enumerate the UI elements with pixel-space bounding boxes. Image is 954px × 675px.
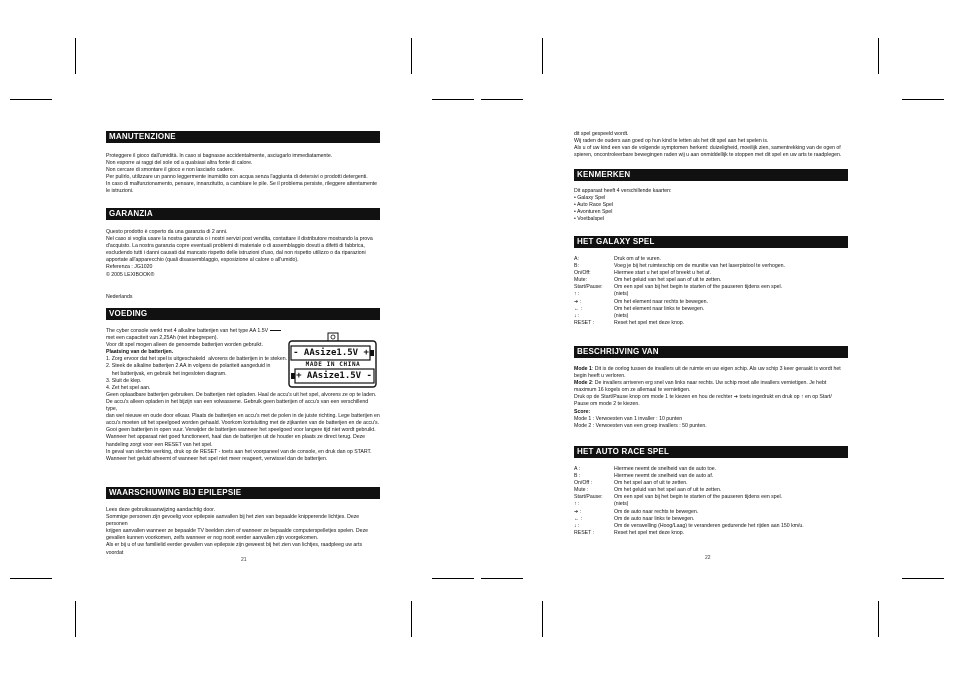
battery-diagram — [288, 332, 377, 388]
beschrijving-body — [574, 366, 848, 430]
text-line: De accu's alleen opladen in het bijzijn van een volwassene. Gebruik geen batterijen of accu's van een verschillend type, — [106, 398, 370, 413]
section-garanzia — [106, 208, 380, 220]
control-row: ← : Om de auto naar links te bewegen. — [574, 515, 695, 522]
control-row: B : Hiermee neemt de snelheid van de auto af. — [574, 473, 714, 480]
text-line: Questo prodotto è coperto da una garanzia di 2 anni. — [106, 229, 228, 235]
text-line: le istruzioni. — [106, 188, 134, 195]
text-line: accu's moeten uit het speelgoed worden gehaald. Voorkom kortsluiting met de zijkanten van de batterijen en de accu's. — [106, 420, 380, 427]
text-line: het batterijvak, en gebruik het ingesloten diagram. — [106, 370, 227, 377]
section-epilepsie — [106, 487, 380, 499]
text-line: © 2005 LEXIBOOK® — [106, 271, 155, 278]
control-row: ➔ : Om het element naar rechts te bewegen. — [574, 298, 709, 305]
text-line: Mode 2 : Verwoesten van een groep invallers : 50 punten. — [574, 422, 707, 429]
text-line: dit spel gespeeld wordt. — [574, 131, 629, 137]
subheading: Score: — [574, 408, 591, 415]
text-line: krijgen aanvallen wanneer ze bepaalde TV beelden zien of wanneer ze bepaalde computerspelletjes spelen. Deze — [106, 528, 369, 535]
section-header: HET AUTO RACE SPEL — [574, 446, 848, 458]
text-line: maximum 16 kogels om ze allemaal te vernietigen. — [574, 387, 691, 394]
crop-mark — [542, 601, 543, 637]
control-row: ↓ : (niets) — [574, 312, 629, 319]
crop-mark — [75, 38, 76, 74]
crop-mark — [481, 99, 523, 100]
text-line: Mode 2: De invallers arriveren erg snel van links naar rechts. Uw schip moet alle invallers vernietigen. Je hebt — [574, 380, 827, 387]
section-voeding — [106, 308, 380, 320]
crop-mark — [411, 601, 412, 637]
text-line: Non cercare di smontare il gioco e non lasciarlo cadere. — [106, 167, 235, 174]
galaxy-controls — [574, 256, 848, 327]
crop-mark — [10, 578, 52, 579]
control-row: Mute : Om het geluid van het spel aan of uit te zetten. — [574, 487, 722, 494]
epilepsie-body — [106, 507, 380, 557]
text-line: Mode 1: Dit is de oorlog tussen de invallers uit de ruimte en uw eigen schip. Als uw schip 3 keer geraakt is wordt het — [574, 366, 841, 372]
text-line: escludendo tutti i danni causati dal mancato rispetto delle istruzioni d'uso, dal non rispetto utilizzo o da riparazioni — [106, 250, 366, 257]
text-line: Druk op de Start/Pause knop om mode 1 te kiezen en hou de rechter ➔ toets ingedrukt en druk op ↑ en op Start/ — [574, 394, 832, 401]
control-row: RESET : Reset het spel met deze knop. — [574, 529, 685, 536]
section-beschrijving — [574, 346, 848, 358]
text-line: The cyber console werkt met 4 alkaline batterijen van het type AA 1.5V — [106, 328, 380, 335]
text-line: Wij raden de ouders aan goed op hun kind te letten als het dit spel aan het spelen is. — [574, 138, 769, 145]
section-header: GARANZIA — [106, 208, 380, 220]
text-line: Wanneer het apparaat niet goed functioneert, haal dan de batterijen uit de houder en plaats ze direct terug. Deze — [106, 434, 366, 441]
text-line: Geen oplaadbare batterijen gebruiken. De batterijen niet opladen. Haal de accu's uit het spel, alvorens ze op te laden. — [106, 391, 377, 398]
page-number: 22 — [705, 555, 711, 561]
text-line: spieren, oncontroleerbare bewegingen raden wij u aan onmiddellijk te stoppen met dit spel en uw arts te raadplegen. — [574, 152, 842, 159]
control-row: On/Off : Om het spel aan of uit te zetten. — [574, 480, 688, 487]
text-line: Sommige personen zijn gevoelig voor epilepsie aanvallen bij het zien van bepaalde knipperende lichtjes. Deze personen — [106, 514, 361, 528]
section-header: BESCHRIJVING VAN — [574, 346, 848, 358]
battery-label-bottom: + AAsize1.5V - — [296, 371, 372, 381]
list-item: • Avonturen Spel — [574, 209, 613, 216]
text-line: dan wel nieuwe en oude door elkaar. Plaats de batterijen en accu's met de polen in de juiste richting. Lege batterijen en — [106, 413, 380, 420]
text-line: gevallen kunnen voorkomen, zelfs wanneer er nog nooit eerder aanvallen zijn voorgekomen. — [106, 535, 319, 542]
text-line: 3. Sluit de klep. — [106, 377, 142, 384]
control-row: Start/Pause: Om een spel van bij het begin te starten of the pauseren tijdens een spel. — [574, 494, 783, 501]
control-row: Start/Pause: Om een spel van bij het begin te starten of the pauseren tijdens een spel. — [574, 284, 783, 291]
list-item: • Galaxy Spel — [574, 195, 606, 202]
text-line: apportate all'apparecchio (quali disassemblaggio, esposizione al calore o all'umido). — [106, 257, 299, 264]
section-header: KENMERKEN — [574, 169, 848, 181]
crop-mark — [75, 601, 76, 637]
control-row: ↓ : Om de verswelling (Hoog/Laag) te veranderen gedurende het rijden aan 150 km/u. — [574, 522, 804, 529]
control-row: RESET : Reset het spel met deze knop. — [574, 319, 685, 326]
text-line: Als u of uw kind een van de volgende symptomen herkent: duizeligheid, moeilijk zien, samentrekking van de ogen of — [574, 145, 841, 152]
control-row: ← : Om het element naar links te bewegen. — [574, 305, 705, 312]
battery-made-in-label: MADE IN CHINA — [305, 361, 361, 368]
text-line: Per pulirlo, utilizzare un panno leggermente inumidito con acqua senza l'aggiunta di detersivi o prodotti detergenti. — [106, 174, 368, 181]
right-page — [574, 0, 848, 675]
control-row: ↑ : (niets) — [574, 501, 629, 508]
crop-mark — [411, 38, 412, 74]
text-line: Non esporre ai raggi del sole od a qualsiasi altra fonte di calore. — [106, 160, 253, 167]
text-line: Mode 1 : Verwoesten van 1 invaller : 10 punten — [574, 415, 683, 422]
control-row: On/Off: Hiermee start u het spel of breekt u het af. — [574, 270, 711, 277]
manutenzione-body — [106, 153, 380, 196]
text-line: Als er bij u of uw familielid eerder gevallen van epilepsie zijn geweest bij het zien van lichtjes, raadpleeg uw arts voordat — [106, 542, 364, 556]
text-line: Referenza : JG1020 — [106, 264, 153, 271]
dc-symbol-icon — [270, 330, 281, 331]
crop-mark — [878, 601, 879, 637]
text-line: d'acquisto. La nostra garanzia copre eventuali problemi di materiale o di assemblaggio dovuti a difetti di fabbrica, — [106, 243, 365, 250]
section-header: HET GALAXY SPEL — [574, 236, 848, 248]
text-line: handeling zorgt voor een RESET van het spel. — [106, 441, 213, 448]
kenmerken-body — [574, 188, 848, 223]
crop-mark — [878, 38, 879, 74]
control-row: Mute: Om het geluid van het spel aan of uit te zetten. — [574, 277, 722, 284]
control-row: A: Druk om af te vuren. — [574, 256, 661, 262]
text-line: Wanneer het geluid afneemt of wanneer het spel niet meer reageert, verwissel dan de batterijen. — [106, 455, 328, 462]
section-galaxy — [574, 236, 848, 248]
text-line: Voor dit spel mogen alleen de genoemde batterijen worden gebruikt. — [106, 342, 263, 349]
section-auto-race — [574, 446, 848, 458]
battery-label-top: - AAsize1.5V + — [293, 348, 369, 358]
section-header: WAARSCHUWING BIJ EPILEPSIE — [106, 487, 380, 499]
crop-mark — [481, 578, 523, 579]
text-line: 1. Zorg ervoor dat het spel is uitgeschakeld alvorens de batterijen in te steken. — [106, 356, 288, 363]
list-item: • Auto Race Spel — [574, 202, 614, 209]
text-line: Pause om mode 2 te kiezen. — [574, 401, 640, 408]
crop-mark — [432, 578, 474, 579]
crop-mark — [10, 99, 52, 100]
section-header: VOEDING — [106, 308, 380, 320]
control-row: A : Hiermee neemt de snelheid van de auto toe. — [574, 466, 717, 472]
page-number: 21 — [241, 557, 247, 563]
text-line: Nel caso si voglia usare la nostra garanzia o i nostri servizi post vendita, contattare il distributore mostrando la prova — [106, 236, 373, 243]
text-line: In geval van slechte werking, druk op de RESET - toets aan het voorpaneel van de console, en druk dan op START. — [106, 448, 372, 455]
text-line: begin heeft u verloren. — [574, 373, 626, 380]
control-row: ↑ : (niets) — [574, 291, 629, 298]
section-kenmerken — [574, 169, 848, 181]
crop-mark — [542, 38, 543, 74]
text-line: 4. Zet het spel aan. — [106, 384, 151, 391]
section-header: MANUTENZIONE — [106, 131, 380, 143]
text-line: met een capaciteit van 2,25Ah (niet inbegrepen). — [106, 335, 218, 342]
crop-mark — [432, 99, 474, 100]
text-line: 2. Steek de alkaline batterijen 2 AA in volgens de polariteit aangeduid in — [106, 363, 271, 370]
auto-race-controls — [574, 466, 848, 537]
list-item: • Voetbalspel — [574, 216, 605, 223]
garanzia-body — [106, 229, 380, 279]
text-line: Proteggere il gioco dall'umidità. In caso si bagnasse accidentalmente, asciugarlo immediatamente. — [106, 153, 333, 159]
control-row: B: Voeg je bij het ruimteschip om de munitie van het laserpistool te verhogen. — [574, 263, 785, 270]
language-label: Nederlands — [106, 294, 133, 300]
text-line: Gooi geen batterijen in open vuur. Verwijder de batterijen wanneer het speelgoed voor langere tijd niet wordt gebruikt. — [106, 427, 376, 434]
control-row: ➔ : Om de auto naar rechts te bewegen. — [574, 508, 699, 515]
text-line: Dit apparaat heeft 4 verschillende kaarten: — [574, 188, 672, 194]
text-line: In caso di malfunzionamento, pensare, innanzitutto, a cambiare le pile. Se il problema persiste, rileggere attentamente — [106, 181, 378, 188]
crop-mark — [902, 578, 944, 579]
text-line: Lees deze gebruiksaanwijzing aandachtig door. — [106, 507, 216, 513]
continued-text — [574, 131, 848, 159]
crop-mark — [902, 99, 944, 100]
subheading: Plaatsing van de batterijen. — [106, 349, 174, 356]
section-manutenzione — [106, 131, 380, 143]
